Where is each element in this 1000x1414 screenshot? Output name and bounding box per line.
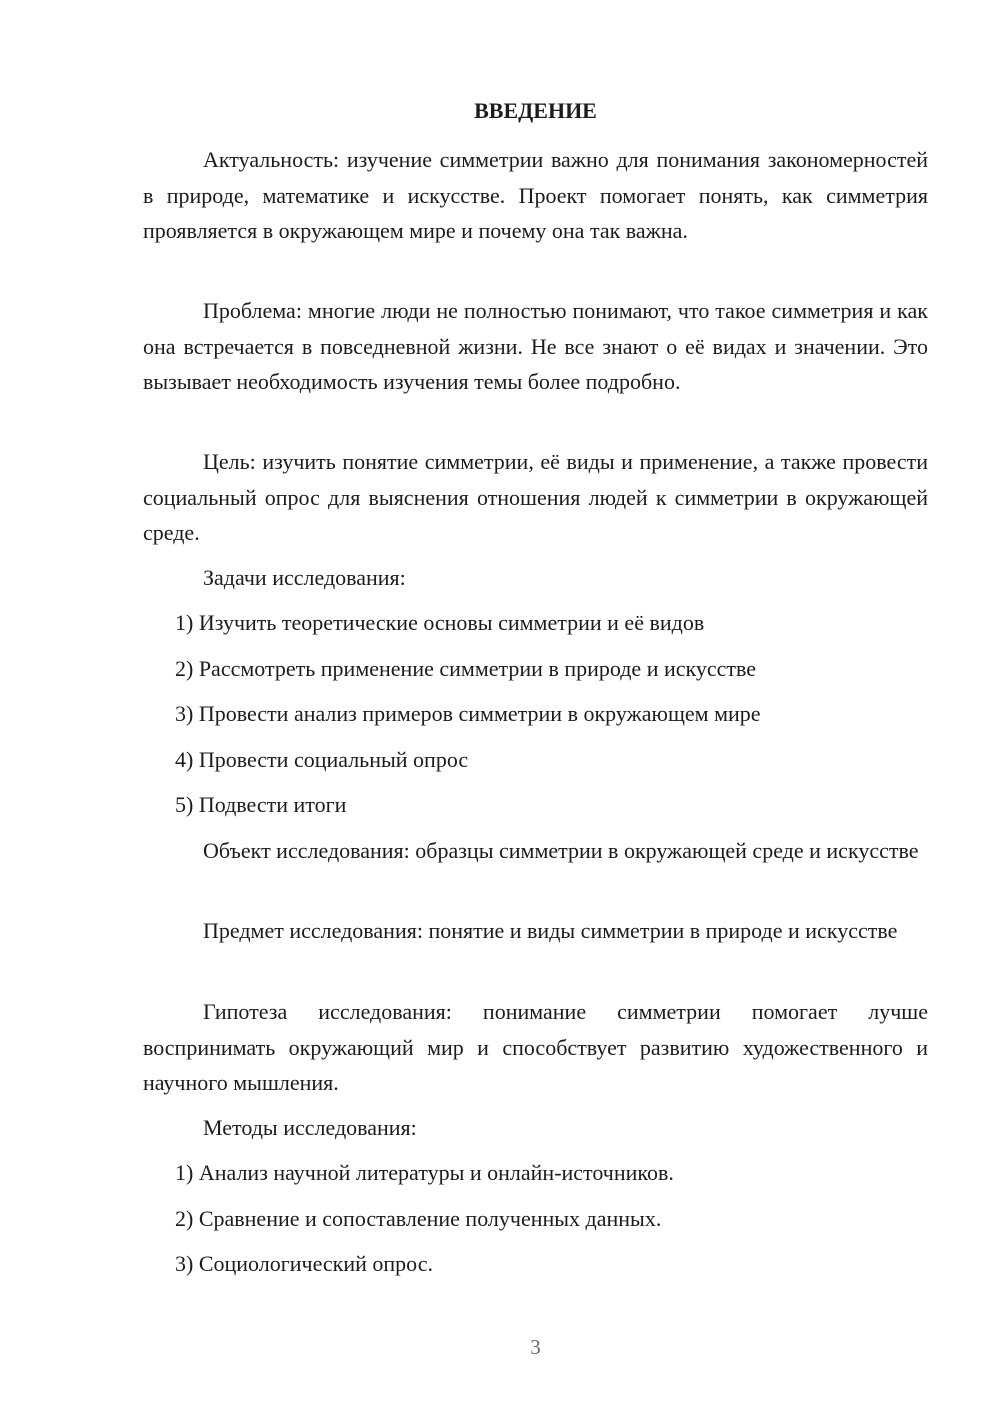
page-number: 3 bbox=[530, 1335, 541, 1359]
relevance-paragraph: Актуальность: изучение симметрии важно для понимания закономерностей в природе, математике и искусстве. Проект помогает понять, как симметрия проявляется в окружающем мире и почему она так важна. bbox=[143, 147, 928, 243]
methods-label: Методы исследования: bbox=[203, 1115, 417, 1140]
task-item: 5) Подвести итоги bbox=[175, 792, 347, 817]
tasks-label: Задачи исследования: bbox=[203, 565, 406, 590]
problem-paragraph: Проблема: многие люди не полностью понимают, что такое симметрия и как она встречается в повседневной жизни. Не все знают о её видах и значении. Это вызывает необходимость изучения темы более подробно. bbox=[143, 298, 928, 394]
task-item: 4) Провести социальный опрос bbox=[175, 747, 469, 772]
subject-paragraph: Предмет исследования: понятие и виды симметрии в природе и искусстве bbox=[203, 918, 898, 943]
task-item: 2) Рассмотреть применение симметрии в природе и искусстве bbox=[175, 656, 757, 681]
method-item: 1) Анализ научной литературы и онлайн-источников. bbox=[175, 1160, 674, 1185]
task-item: 3) Провести анализ примеров симметрии в окружающем мире bbox=[175, 701, 761, 726]
method-item: 2) Сравнение и сопоставление полученных данных. bbox=[175, 1206, 662, 1231]
hypothesis-paragraph: Гипотеза исследования: понимание симметрии помогает лучше воспринимать окружающий мир и способствует развитию художественного и научного мышления. bbox=[143, 999, 928, 1095]
method-item: 3) Социологический опрос. bbox=[175, 1251, 433, 1276]
goal-paragraph: Цель: изучить понятие симметрии, её виды и применение, а также провести социальный опрос для выяснения отношения людей к симметрии в окружающей среде. bbox=[143, 449, 928, 545]
task-item: 1) Изучить теоретические основы симметрии и её видов bbox=[175, 610, 705, 635]
object-paragraph: Объект исследования: образцы симметрии в окружающей среде и искусстве bbox=[203, 838, 919, 863]
page-title: ВВЕДЕНИЕ bbox=[474, 98, 597, 123]
document-page bbox=[143, 0, 928, 1414]
